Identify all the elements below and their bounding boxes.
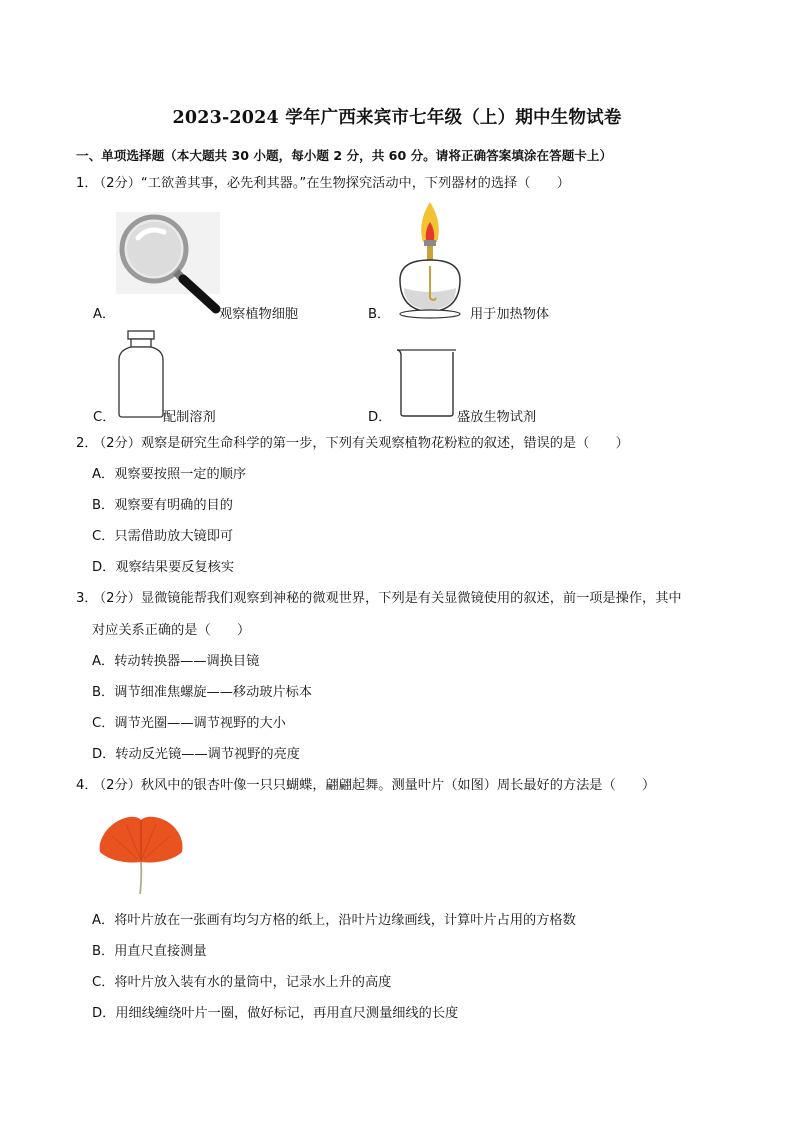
option-b: B．观察要有明确的目的 bbox=[92, 498, 233, 513]
question-3 bbox=[76, 591, 682, 607]
option-a: A．观察要按照一定的顺序 bbox=[92, 467, 247, 482]
question-text: （2分）秋风中的银杏叶像一只只蝴蝶，翩翩起舞。测量叶片（如图）周长最好的方法是（ ） bbox=[99, 778, 656, 793]
question-4 bbox=[76, 778, 655, 794]
question-text: （2分）观察是研究生命科学的第一步，下列有关观察植物花粉粒的叙述，错误的是（ ） bbox=[99, 436, 629, 451]
page-title: 2023-2024 学年广西来宾市七年级（上）期中生物试卷 bbox=[172, 108, 622, 128]
option-a: A．转动转换器——调换目镜 bbox=[92, 654, 260, 669]
option-c: C．只需借助放大镜即可 bbox=[92, 529, 234, 544]
option-label: A． bbox=[93, 307, 116, 322]
option-caption: 用于加热物体 bbox=[470, 307, 550, 322]
section-heading: 一、单项选择题（本大题共 30 小题，每小题 2 分，共 60 分。请将正确答案填涂在答题卡上） bbox=[76, 148, 613, 163]
option-c: C．调节光圈——调节视野的大小 bbox=[92, 716, 286, 731]
question-number: 1． bbox=[76, 176, 98, 191]
question-1 bbox=[76, 176, 570, 192]
option-b: B．用直尺直接测量 bbox=[92, 944, 207, 959]
option-a: A．将叶片放在一张画有均匀方格的纸上，沿叶片边缘画线，计算叶片占用的方格数 bbox=[92, 913, 576, 928]
question-3-line2: 对应关系正确的是（ ） bbox=[92, 623, 251, 638]
question-number: 3． bbox=[76, 591, 98, 606]
ginkgo-leaf-icon bbox=[96, 812, 186, 896]
option-caption: 配制溶剂 bbox=[163, 410, 216, 425]
option-caption: 观察植物细胞 bbox=[219, 307, 299, 322]
beaker-icon bbox=[396, 348, 458, 418]
option-label: D． bbox=[368, 410, 392, 425]
question-number: 4． bbox=[76, 778, 98, 793]
magnifier-icon bbox=[116, 212, 221, 312]
option-caption: 盛放生物试剂 bbox=[457, 410, 537, 425]
option-label: B． bbox=[368, 307, 391, 322]
question-text: （2分）“工欲善其事，必先利其器。”在生物探究活动中，下列器材的选择（ ） bbox=[99, 176, 570, 191]
option-d: D．用细线缠绕叶片一圈，做好标记，再用直尺测量细线的长度 bbox=[92, 1006, 459, 1021]
option-d: D．观察结果要反复核实 bbox=[92, 560, 235, 575]
option-label: C． bbox=[93, 410, 116, 425]
option-d: D．转动反光镜——调节视野的亮度 bbox=[92, 747, 300, 762]
option-c: C．将叶片放入装有水的量筒中，记录水上升的高度 bbox=[92, 975, 392, 990]
question-2 bbox=[76, 436, 629, 452]
question-number: 2． bbox=[76, 436, 98, 451]
option-b: B．调节细准焦螺旋——移动玻片标本 bbox=[92, 685, 313, 700]
question-text: （2分）显微镜能帮我们观察到神秘的微观世界，下列是有关显微镜使用的叙述，前一项是操作，其中 bbox=[99, 591, 682, 606]
reagent-bottle-icon bbox=[117, 330, 165, 418]
alcohol-lamp-icon bbox=[390, 200, 470, 320]
